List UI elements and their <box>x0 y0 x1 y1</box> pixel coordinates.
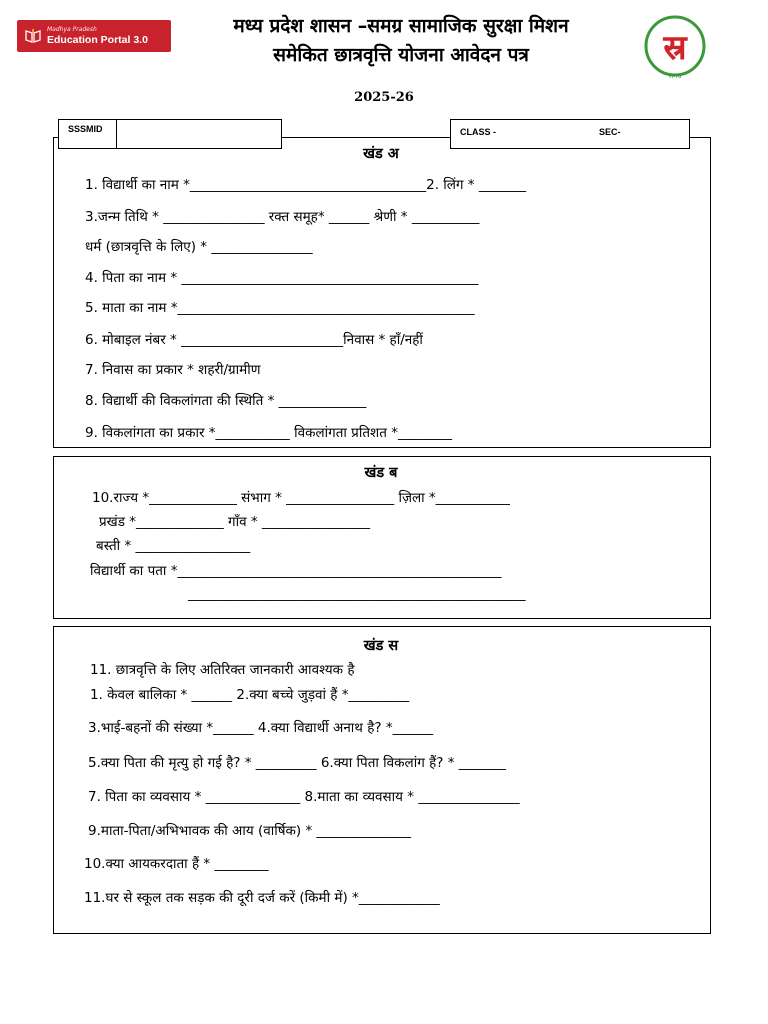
siblings-orphan-field[interactable]: 3.भाई-बहनों की संख्या *______ 4.क्या विद्यार्थी अनाथ है? *______ <box>88 720 434 736</box>
state-division-district-field[interactable]: 10.राज्य *_____________ संभाग * ________________ ज़िला *___________ <box>92 490 510 506</box>
school-distance-field[interactable]: 11.घर से स्कूल तक सड़क की दूरी दर्ज करें (किमी में) *____________ <box>84 890 440 906</box>
settlement-field[interactable]: बस्ती * _________________ <box>96 538 251 554</box>
svg-text:स्र: स्र <box>663 28 687 68</box>
student-name-field[interactable]: 1. विद्यार्थी का नाम *___________________________________2. लिंग * _______ <box>85 177 527 193</box>
religion-field[interactable]: धर्म (छात्रवृत्ति के लिए) * _______________ <box>85 239 313 255</box>
book-icon <box>24 27 42 45</box>
education-portal-logo <box>17 20 171 52</box>
academic-year: 2025-26 <box>354 90 414 105</box>
additional-info-heading: 11. छात्रवृत्ति के लिए अतिरिक्त जानकारी आवश्यक है <box>90 662 355 678</box>
sssmid-label: SSSMID <box>68 124 103 134</box>
student-address-field[interactable]: विद्यार्थी का पता *________________________________________________ <box>90 563 502 579</box>
student-address-line2[interactable]: __________________________________________________ <box>188 586 526 602</box>
logo-subtitle: Madhya Pradesh <box>47 25 97 33</box>
sec-label: SEC- <box>599 127 621 137</box>
annual-income-field[interactable]: 9.माता-पिता/अभिभावक की आय (वार्षिक) * ______________ <box>88 823 411 839</box>
block-village-field[interactable]: प्रखंड *_____________ गाँव * ________________ <box>99 514 370 530</box>
page-title: मध्य प्रदेश शासन –समग्र सामाजिक सुरक्षा मिशन <box>233 15 569 37</box>
section-b-title: खंड ब <box>364 465 398 481</box>
section-a-title: खंड अ <box>363 146 399 162</box>
girl-twins-field[interactable]: 1. केवल बालिका * ______ 2.क्या बच्चे जुड़वां हैं *_________ <box>90 687 410 703</box>
section-c-title: खंड स <box>363 638 399 654</box>
disability-status-field[interactable]: 8. विद्यार्थी की विकलांगता की स्थिति * _____________ <box>85 393 367 409</box>
disability-type-percent-field[interactable]: 9. विकलांगता का प्रकार *___________ विकलांगता प्रतिशत *________ <box>85 425 452 441</box>
samagra-seal-icon <box>640 15 710 81</box>
logo-title: Education Portal 3.0 <box>47 33 148 46</box>
parent-occupation-field[interactable]: 7. पिता का व्यवसाय * ______________ 8.माता का व्यवसाय * _______________ <box>88 789 520 805</box>
mobile-residence-field[interactable]: 6. मोबाइल नंबर * ________________________निवास * हाँ/नहीं <box>85 332 423 348</box>
dob-blood-category-field[interactable]: 3.जन्म तिथि * _______________ रक्त समूह* ______ श्रेणी * __________ <box>85 209 480 225</box>
seal-caption: समग्र <box>668 72 682 80</box>
form-title: समेकित छात्रवृत्ति योजना आवेदन पत्र <box>273 44 529 66</box>
mother-name-field[interactable]: 5. माता का नाम *____________________________________________ <box>85 300 475 316</box>
class-label: CLASS - <box>460 127 496 137</box>
father-name-field[interactable]: 4. पिता का नाम * ____________________________________________ <box>85 270 479 286</box>
father-deceased-disabled-field[interactable]: 5.क्या पिता की मृत्यु हो गई है? * _________ 6.क्या पिता विकलांग हैं? * _______ <box>88 755 507 771</box>
income-taxpayer-field[interactable]: 10.क्या आयकरदाता हैं * ________ <box>84 856 269 872</box>
residence-type-field[interactable]: 7. निवास का प्रकार * शहरी/ग्रामीण <box>85 362 261 378</box>
